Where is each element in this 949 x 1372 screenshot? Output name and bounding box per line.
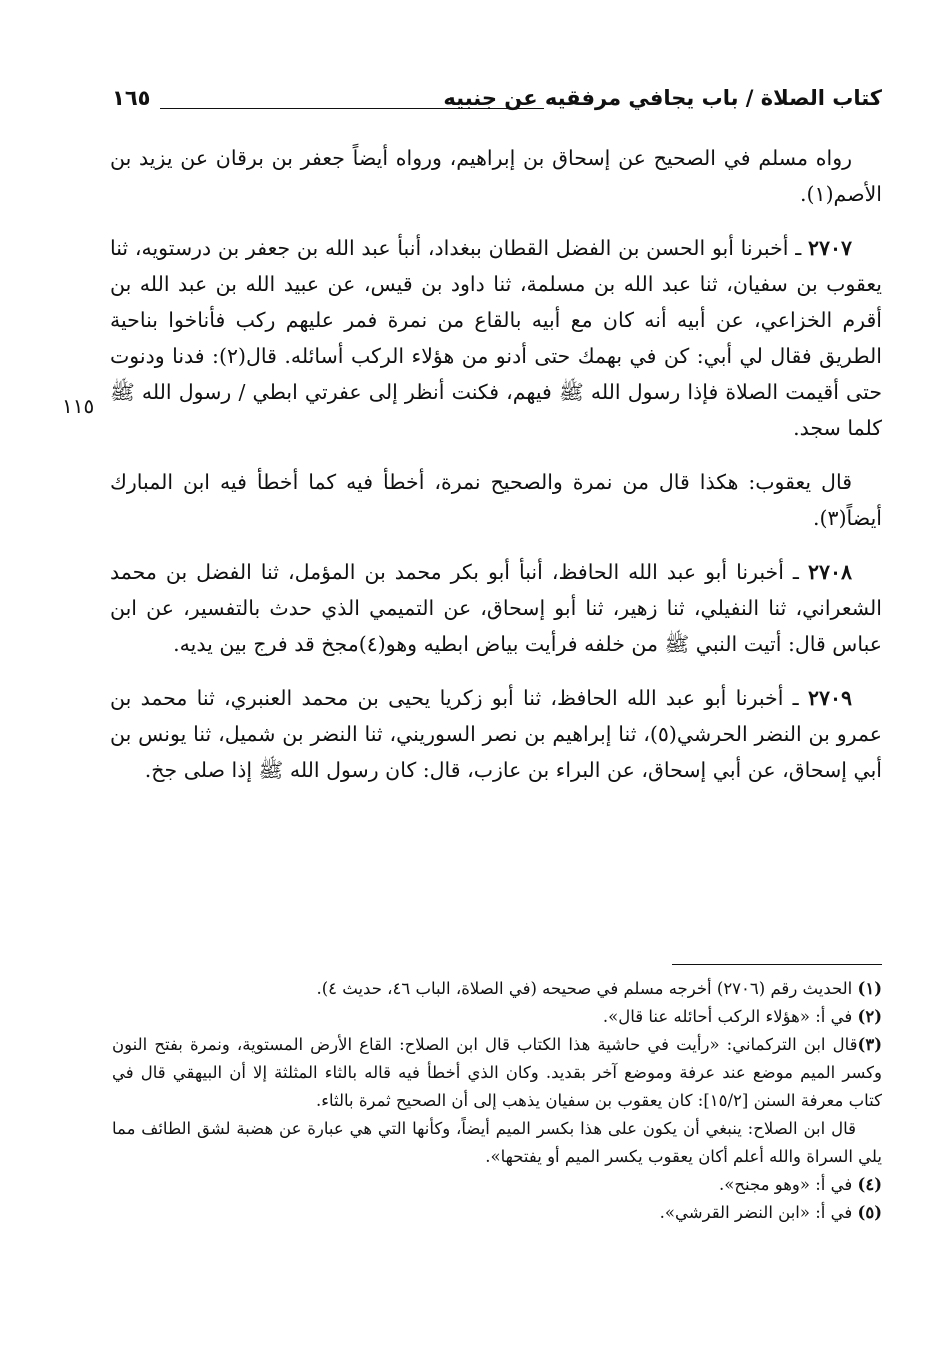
footnote-marker: (٥) <box>857 1203 882 1222</box>
footnote-rule <box>672 964 882 965</box>
footnote <box>112 975 882 1003</box>
paragraph <box>110 680 882 788</box>
paragraph-text: ـ أخبرنا أبو الحسن بن الفضل القطان ببغداد، أنبأ عبد الله بن جعفر بن درستويه، ثنا يعقوب بن سفيان، ثنا عبد الله بن مسلمة، ثنا داود بن قيس، عن عبيد الله بن عبد الله بن أقرم الخزاعي، عن أبيه أنه كان مع أبيه بالقاع من نمرة فمر عليهم ركب فأناخوا بناحية الطريق فقال لي أبي: كن في بهمك حتى أدنو من هؤلاء الركب أسائله. قال(٢): فدنا ودنوت حتى أقيمت الصلاة فإذا رسول الله ﷺ فيهم، فكنت أنظر إلى عفرتي ابطي / رسول الله ﷺ كلما سجد. <box>110 236 882 440</box>
hadith-number: ٢٧٠٧ <box>807 236 852 260</box>
hadith-number: ٢٧٠٩ <box>807 686 852 710</box>
paragraph <box>110 140 882 212</box>
footnote-marker: (٢) <box>857 1007 882 1026</box>
footnote <box>112 1031 882 1115</box>
running-header <box>112 82 882 122</box>
header-rule <box>160 108 544 109</box>
main-text <box>110 140 882 806</box>
footnote <box>112 1171 882 1199</box>
paragraph-text: رواه مسلم في الصحيح عن إسحاق بن إبراهيم، ورواه أيضاً جعفر بن برقان عن يزيد بن الأصم(١). <box>110 146 882 206</box>
paragraph <box>110 554 882 662</box>
footnote-text: في أ: «ابن النضر القرشي». <box>659 1203 858 1222</box>
footnote-text: قال ابن الصلاح: ينبغي أن يكون على هذا بكسر الميم أيضاً، وكأنها التي هي عبارة عن هضبة لشق الطائف مما يلي السراة والله أعلم أكان يعقوب يكسر الميم أو يفتحها». <box>112 1119 882 1166</box>
footnote-text: قال ابن التركماني: «رأيت في حاشية هذا الكتاب قال ابن الصلاح: القاع الأرض المستوية، ونمرة بفتح النون وكسر الميم موضع عند عرفة وموضع آخر بقديد. وكان الذي أخطأ فيه قاله بالثاء المثلثة إلا أن البيهقي قال في كتاب معرفة السنن [١٥/٢]: كان يعقوب بن سفيان يذهب إلى أن الصحيح ثمرة بالثاء. <box>112 1035 882 1110</box>
footnote-text: الحديث رقم (٢٧٠٦) أخرجه مسلم في صحيحه (في الصلاة، الباب ٤٦، حديث ٤). <box>316 979 858 998</box>
footnote-text: في أ: «هؤلاء الركب أحائله عنا قال». <box>602 1007 858 1026</box>
paragraph <box>110 464 882 536</box>
footnote-continuation <box>112 1115 882 1171</box>
footnote-marker: (٤) <box>857 1175 882 1194</box>
page-number: ١٦٥ <box>112 86 151 110</box>
paragraph-text: ـ أخبرنا أبو عبد الله الحافظ، ثنا أبو زكريا يحيى بن محمد العنبري، ثنا محمد بن عمرو بن النضر الحرشي(٥)، ثنا إبراهيم بن نصر السوريني، ثنا النضر بن شميل، ثنا يونس بن أبي إسحاق، عن أبي إسحاق، عن البراء بن عازب، قال: كان رسول الله ﷺ إذا صلى جخ. <box>110 686 882 782</box>
footnote-marker: (٣) <box>857 1035 882 1054</box>
paragraph-text: قال يعقوب: هكذا قال من نمرة والصحيح نمرة، أخطأ فيه كما أخطأ فيه ابن المبارك أيضاً(٣). <box>110 470 882 530</box>
footnote-marker: (١) <box>857 979 882 998</box>
footnotes <box>112 975 882 1227</box>
paragraph <box>110 230 882 446</box>
footnote <box>112 1003 882 1031</box>
footnote-text: في أ: «وهو مجنح». <box>718 1175 858 1194</box>
margin-reference: ١١٥ <box>62 394 95 418</box>
chapter-title: كتاب الصلاة / باب يجافي مرفقيه عن جنبيه <box>443 86 882 110</box>
hadith-number: ٢٧٠٨ <box>807 560 852 584</box>
paragraph-text: ـ أخبرنا أبو عبد الله الحافظ، أنبأ أبو بكر محمد بن المؤمل، ثنا الفضل بن محمد الشعراني، ثنا النفيلي، ثنا زهير، ثنا أبو إسحاق، عن التميمي الذي حدث بالتفسير، عن ابن عباس قال: أتيت النبي ﷺ من خلفه فرأيت بياض ابطيه وهو(٤)مجخ قد فرج بين يديه. <box>110 560 882 656</box>
footnote <box>112 1199 882 1227</box>
